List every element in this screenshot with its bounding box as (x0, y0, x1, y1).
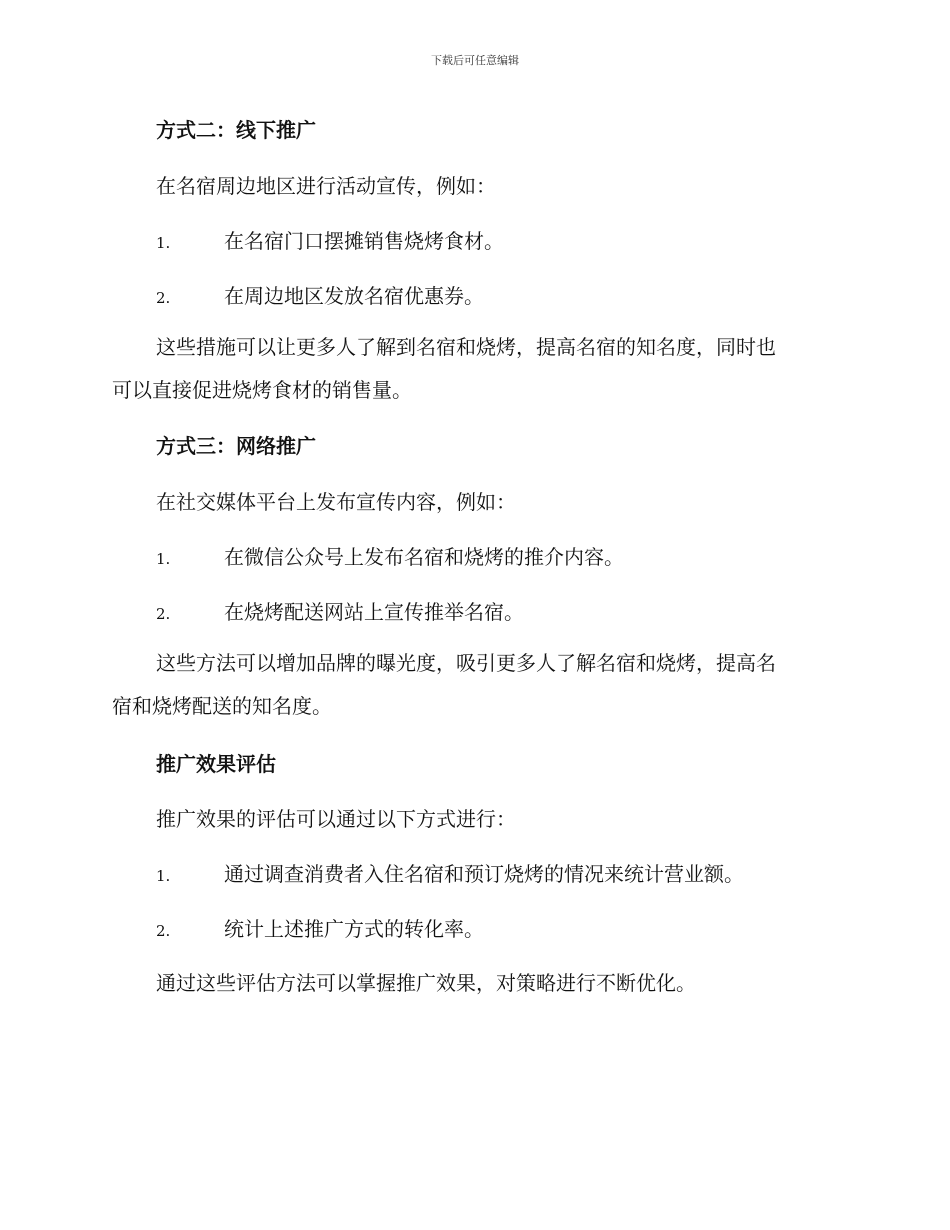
list-item (156, 596, 524, 625)
list-number: 1. (156, 867, 171, 885)
section-heading: 方式三：网络推广 (156, 434, 316, 458)
list-item (156, 541, 624, 570)
list-item (156, 280, 484, 309)
list-number: 1. (156, 234, 171, 252)
list-number: 2. (156, 922, 171, 940)
list-text: 统计上述推广方式的转化率。 (224, 917, 484, 941)
section-intro: 在社交媒体平台上发布宣传内容，例如： (156, 490, 516, 514)
list-text: 在名宿门口摆摊销售烧烤食材。 (224, 229, 504, 253)
paragraph-line: 这些措施可以让更多人了解到名宿和烧烤，提高名宿的知名度，同时也 (156, 335, 776, 359)
list-item (156, 225, 504, 254)
page-header: 下载后可任意编辑 (431, 54, 519, 67)
paragraph-line: 宿和烧烤配送的知名度。 (112, 694, 332, 718)
list-item (156, 913, 484, 942)
list-text: 通过调查消费者入住名宿和预订烧烤的情况来统计营业额。 (224, 862, 744, 886)
section-conclusion (112, 326, 832, 412)
list-text: 在周边地区发放名宿优惠券。 (224, 284, 484, 308)
list-text: 在烧烤配送网站上宣传推举名宿。 (224, 600, 524, 624)
list-text: 在微信公众号上发布名宿和烧烤的推介内容。 (224, 545, 624, 569)
section-conclusion: 通过这些评估方法可以掌握推广效果，对策略进行不断优化。 (156, 971, 696, 995)
section-conclusion (112, 642, 832, 728)
section-intro: 在名宿周边地区进行活动宣传，例如： (156, 174, 496, 198)
paragraph-line: 可以直接促进烧烤食材的销售量。 (112, 378, 412, 402)
list-item (156, 858, 744, 887)
list-number: 2. (156, 289, 171, 307)
section-heading: 推广效果评估 (156, 752, 276, 776)
list-number: 2. (156, 605, 171, 623)
section-intro: 推广效果的评估可以通过以下方式进行： (156, 807, 516, 831)
section-heading: 方式二：线下推广 (156, 118, 316, 142)
paragraph-line: 这些方法可以增加品牌的曝光度，吸引更多人了解名宿和烧烤，提高名 (156, 651, 776, 675)
list-number: 1. (156, 550, 171, 568)
